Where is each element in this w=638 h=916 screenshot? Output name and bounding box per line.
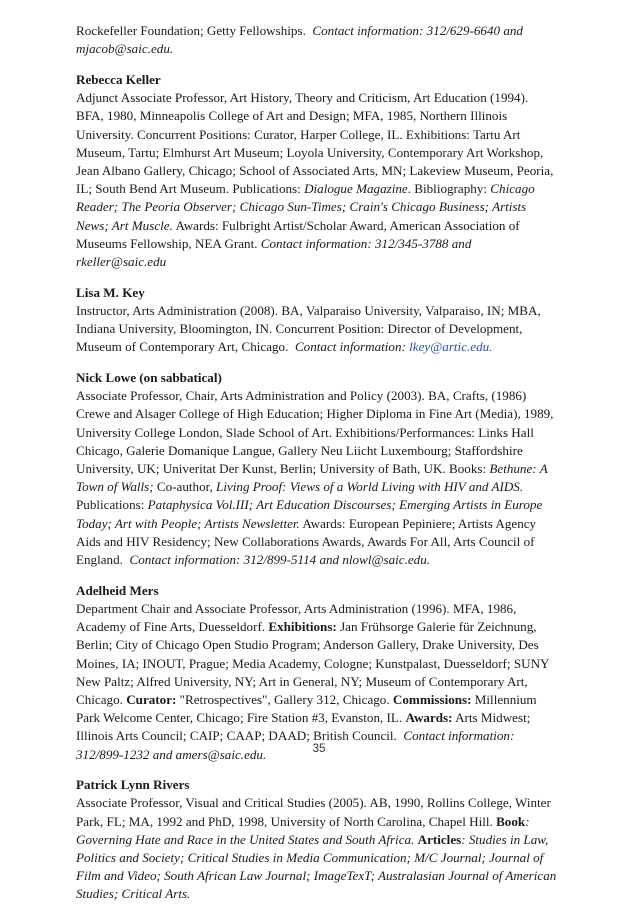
- contact-info: Contact information: 312/899-1232 and amers@saic.edu.: [76, 728, 515, 762]
- coauthor-label: Co-author,: [156, 479, 213, 495]
- faculty-name: Patrick Lynn Rivers: [76, 777, 190, 793]
- faculty-name: Nick Lowe (on sabbatical): [76, 369, 222, 385]
- bio-text: Associate Professor, Visual and Critical Studies (2005). AB, 1990, Rollins College, Winter Park, FL; MA, 1992 and PhD, 1998, University of North Carolina, Chapel Hill.: [76, 795, 551, 829]
- entry-mers: [76, 582, 558, 764]
- book-title: Bethune: A Town of Walls;: [76, 460, 548, 495]
- awards-label: Awards:: [405, 710, 453, 726]
- exhibitions-list: Jan Frühsorge Galerie für Zeichnung, Berlin; City of Chicago Open Studio Program; Anderson Gallery, Drake University, Des Moines, IA; INOUT, Prague; Media Academy, Cologne; Kunstpalast, Duesseldorf; SUNY New Paltz; Alfred University, NY; Art in General, NY; Museum of Contemporary Art, Chicago.: [76, 619, 549, 707]
- entry-intro: [76, 22, 558, 58]
- book-title: : Governing Hate and Race in the United States and South Africa.: [76, 813, 530, 847]
- bio-text: Associate Professor, Chair, Arts Administration and Policy (2003). BA, Crafts, (1986) Crewe and Alsager College of High Education; Higher Diploma in Fine Art (Media), 1989, University College London, Slade School of Art. Exhibitions/Performances: Links Hall Chicago, Galerie Domanique Langue, Gallery Neu Liicht Luxembourg; Staffordshire University, UK; Univeritat Der Kunst, Berlin; University of Bath, UK. Books:: [76, 388, 554, 476]
- awards-text: Awards: European Pepiniere; Artists Agency Aids and HIV Residency; New Collaborations Awards, Awards For All, Arts Council of England.: [76, 515, 537, 567]
- articles-label: Articles: [417, 831, 462, 847]
- faculty-name: Rebecca Keller: [76, 71, 161, 87]
- contact-info: Contact information: 312/345-3788 and rkeller@saic.edu: [76, 235, 472, 269]
- contact-info: Contact information: 312/899-5114 and nlowl@saic.edu.: [129, 551, 431, 567]
- awards-text: Arts Midwest; Illinois Arts Council; CAIP; CAAP; DAAD; British Council.: [76, 710, 531, 744]
- commissions-text: Millennium Park Welcome Center, Chicago; Fire Station #3, Evanston, IL.: [76, 691, 537, 726]
- curator-text: "Retrospectives", Gallery 312, Chicago.: [179, 691, 390, 707]
- bibliography-label: . Bibliography:: [407, 181, 488, 197]
- articles-list: : Studies in Law, Politics and Society; Critical Studies in Media Communication; M/C Journal; Journal of Film and Video; South African Law Journal; ImageTexT; Australasian Journal of American Studies; Critical Arts.: [76, 831, 557, 902]
- bio-text: Department Chair and Associate Professor, Arts Administration (1996). MFA, 1986, Academy of Fine Arts, Duesseldorf.: [76, 600, 517, 635]
- book-title: Living Proof: Views of a World Living with HIV and AIDS.: [216, 479, 524, 495]
- entry-lowe: [76, 369, 558, 569]
- bibliography-list: Chicago Reader; The Peoria Observer; Chicago Sun-Times; Crain's Chicago Business; Artists News; Art Muscle.: [76, 181, 535, 233]
- intro-text: Rockefeller Foundation; Getty Fellowships.: [76, 23, 306, 38]
- bio-text: Adjunct Associate Professor, Art History, Theory and Criticism, Art Education (1994). BFA, 1980, Minneapolis College of Art and Design; MFA, 1985, Northern Illinois University. Concurrent Positions: Curator, Harper College, IL. Exhibitions: Tartu Art Museum, Tartu; Elmhurst Art Museum; Loyola University, Contemporary Art Workshop, Jean Albano Gallery, Chicago; School of Associated Arts, MN; Lakeview Museum, Peoria, IL; South Bend Art Museum. Publications:: [76, 90, 554, 197]
- intro-contact: Contact information: 312/629-6640 and mjacob@saic.edu.: [76, 23, 523, 57]
- bio-text: Instructor, Arts Administration (2008). BA, Valparaiso University, Valparaiso, IN; MBA, Indiana University, Bloomington, IN. Concurrent Position: Director of Development, Museum of Contemporary Art, Chicago.: [76, 302, 541, 355]
- entry-key: [76, 284, 558, 357]
- document-page: [76, 22, 558, 916]
- publications-list: Pataphysica Vol.III; Art Education Discourses; Emerging Artists in Europe Today; Art with People; Artists Newsletter.: [76, 497, 543, 531]
- entry-keller: [76, 71, 558, 271]
- commissions-label: Commissions:: [392, 691, 472, 707]
- book-label: Book: [496, 813, 526, 829]
- faculty-name: Adelheid Mers: [76, 582, 159, 598]
- email-link[interactable]: lkey@artic.edu.: [409, 339, 493, 355]
- publications-label: Publications:: [76, 497, 145, 513]
- publication-title: Dialogue Magazine: [304, 181, 408, 197]
- faculty-name: Lisa M. Key: [76, 284, 145, 300]
- exhibitions-label: Exhibitions:: [268, 619, 337, 635]
- curator-label: Curator:: [126, 691, 177, 707]
- page-number: 35: [312, 743, 326, 755]
- awards-text: Awards: Fulbright Artist/Scholar Award, American Association of Museums Fellowship, NEA Grant.: [76, 217, 520, 251]
- contact-label: Contact information:: [294, 339, 406, 355]
- entry-rivers: [76, 776, 558, 903]
